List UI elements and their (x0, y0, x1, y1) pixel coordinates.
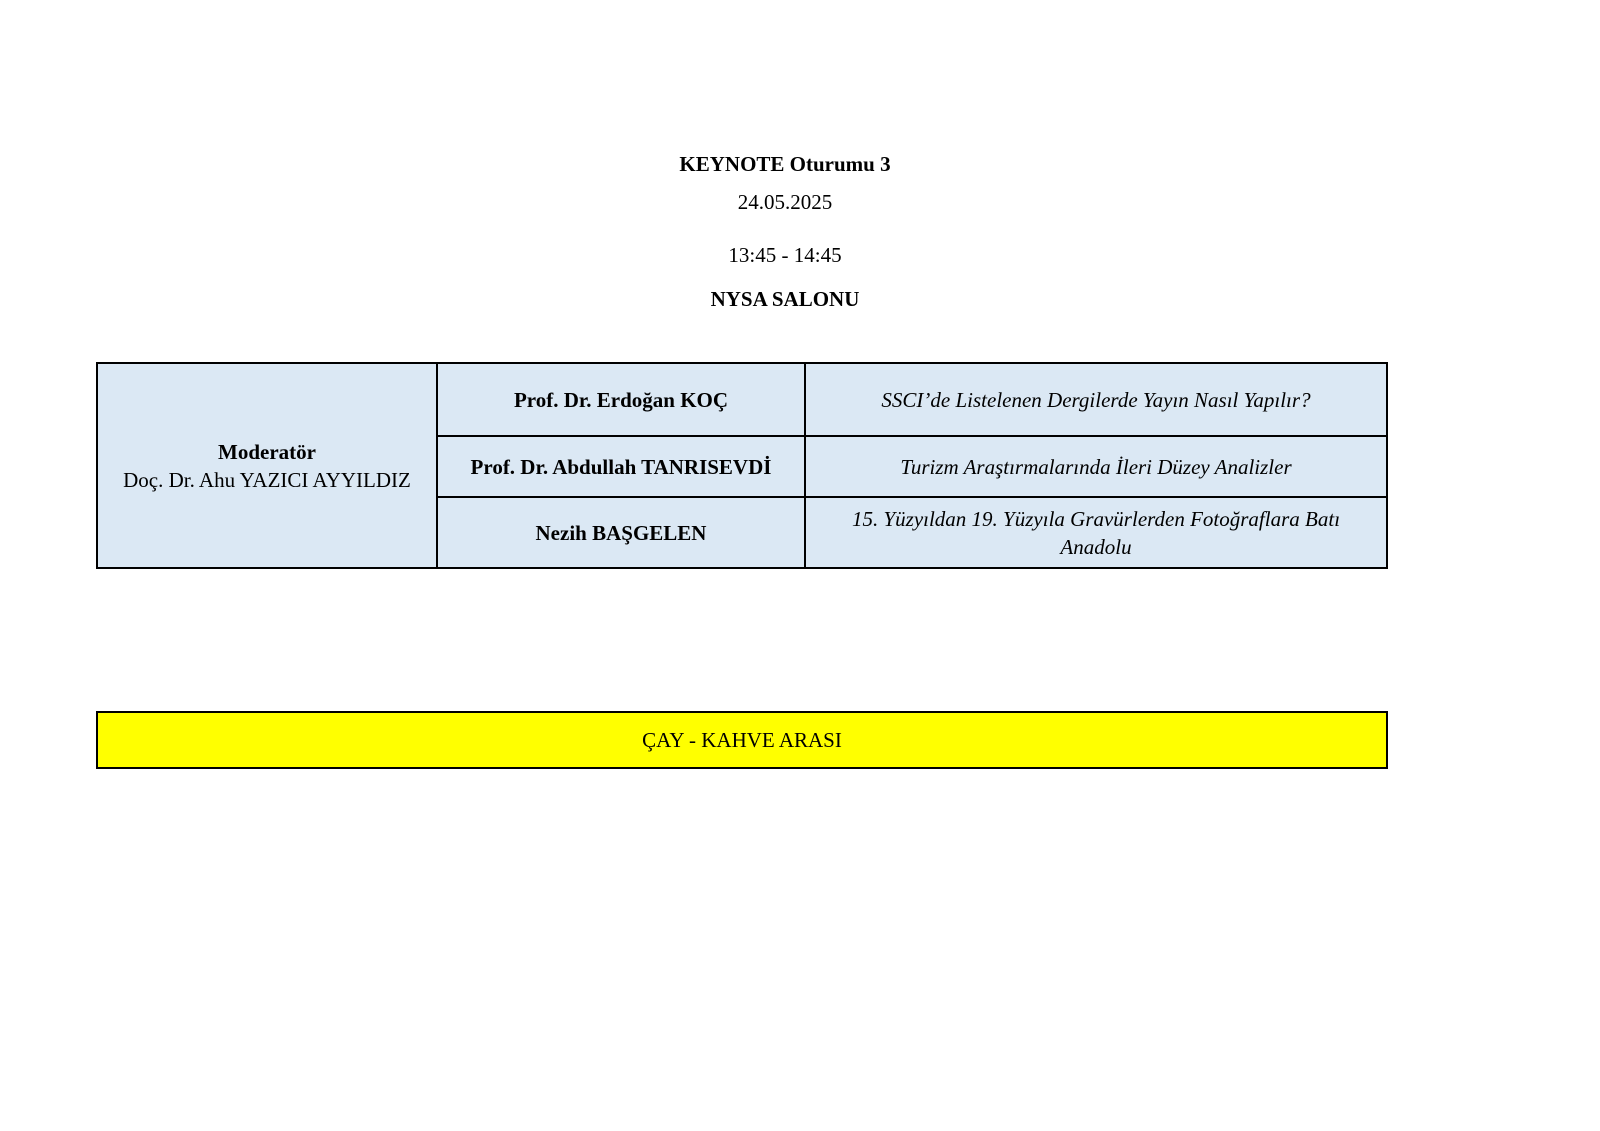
speaker-name: Nezih BAŞGELEN (437, 497, 805, 568)
talk-topic: 15. Yüzyıldan 19. Yüzyıla Gravürlerden Fotoğraflara Batı Anadolu (805, 497, 1387, 568)
coffee-break-banner: ÇAY - KAHVE ARASI (96, 711, 1388, 769)
moderator-label: Moderatör (218, 439, 316, 464)
table-row (97, 363, 1387, 436)
talk-topic: SSCI’de Listelenen Dergilerde Yayın Nasıl Yapılır? (805, 363, 1387, 436)
speaker-name: Prof. Dr. Erdoğan KOÇ (437, 363, 805, 436)
speaker-name: Prof. Dr. Abdullah TANRISEVDİ (437, 436, 805, 497)
moderator-name: Doç. Dr. Ahu YAZICI AYYILDIZ (123, 467, 411, 492)
session-title: KEYNOTE Oturumu 3 (679, 152, 891, 176)
session-hall: NYSA SALONU (710, 287, 860, 311)
session-table (96, 362, 1388, 569)
talk-topic: Turizm Araştırmalarında İleri Düzey Analizler (805, 436, 1387, 497)
session-date: 24.05.2025 (737, 190, 833, 214)
moderator-cell (97, 363, 437, 568)
session-time: 13:45 - 14:45 (728, 243, 842, 267)
